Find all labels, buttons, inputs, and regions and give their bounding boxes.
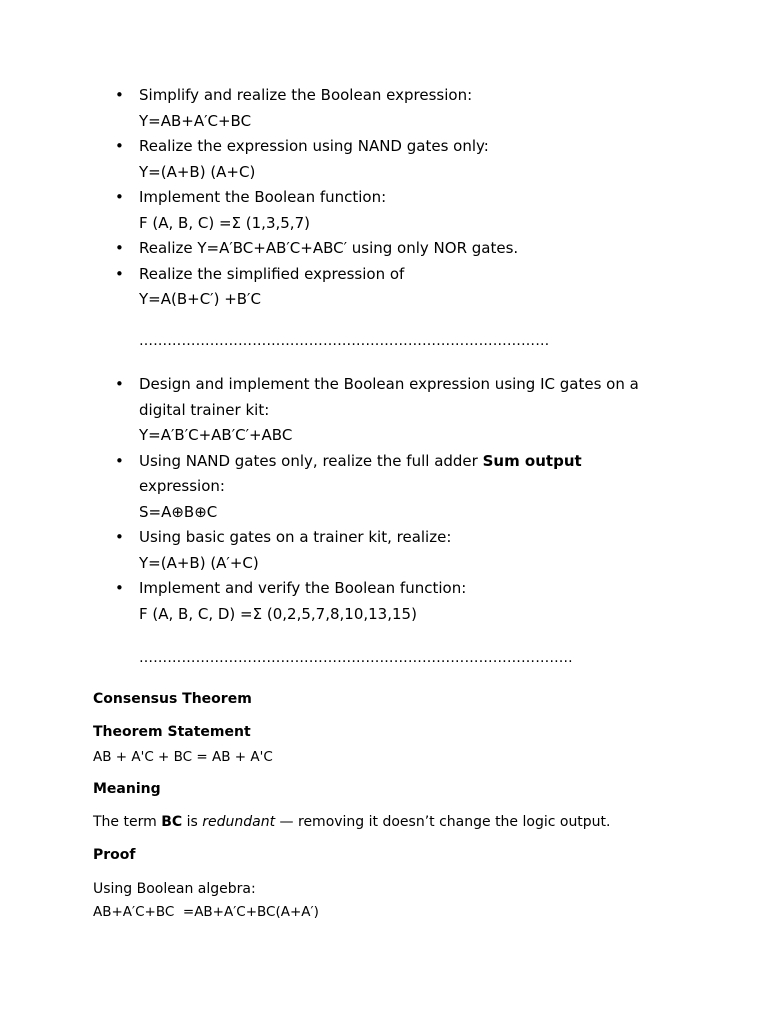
proof-line: AB+A′C+BC =AB+A′C+BC(A+A′) [93, 904, 319, 920]
meaning-heading: Meaning [93, 781, 161, 797]
question-text: Realize Y=A′BC+AB′C+ABC′ using only NOR gates. [139, 239, 519, 257]
expression-text: Y=A′B′C+AB′C′+ABC [139, 426, 293, 444]
expression-text: Y=(A+B) (A+C) [139, 162, 256, 181]
meaning-term: BC [161, 814, 183, 830]
question-text: Implement and verify the Boolean function: [139, 579, 467, 597]
proof-intro: Using Boolean algebra: [93, 881, 256, 897]
question-text-prefix: Using NAND gates only, realize the full adder [139, 451, 483, 470]
list-item [115, 83, 699, 134]
expression-text: S=A⊕B⊕C [139, 502, 218, 521]
question-text-continued: digital trainer kit: [139, 400, 270, 419]
expression-text: Y=AB+A′C+BC [139, 111, 252, 130]
dotted-separator: …………………………………………………………………………… [139, 333, 550, 349]
list-item [115, 525, 699, 576]
proof-heading: Proof [93, 847, 136, 863]
expression-text: Y=(A+B) (A′+C) [139, 553, 259, 572]
list-item [115, 262, 699, 313]
bullet: • [115, 137, 124, 155]
bullet: • [115, 528, 124, 546]
question-text: Realize the simplified expression of [139, 264, 405, 283]
list-item [115, 134, 699, 185]
question-list-1 [115, 83, 699, 313]
bullet: • [115, 579, 124, 597]
question-text [139, 449, 699, 475]
question-text: Simplify and realize the Boolean expression: [139, 86, 473, 104]
question-text: Realize the expression using NAND gates only: [139, 137, 489, 155]
list-item [115, 372, 699, 449]
section-title: Consensus Theorem [93, 691, 252, 707]
expression-text: Y=A(B+C′) +B′C [139, 290, 261, 308]
question-list-2 [115, 372, 699, 627]
question-text: Design and implement the Boolean expression using IC gates on a [139, 375, 639, 393]
bold-term: Sum output [482, 451, 582, 470]
expression-text: F (A, B, C) =Σ (1,3,5,7) [139, 213, 310, 232]
bullet: • [115, 451, 124, 470]
expression-text: F (A, B, C, D) =Σ (0,2,5,7,8,10,13,15) [139, 604, 417, 623]
list-item [115, 185, 699, 236]
bullet: • [115, 86, 124, 104]
bullet: • [115, 239, 124, 257]
bullet: • [115, 375, 124, 393]
bullet: • [115, 188, 124, 206]
meaning-is: is [182, 814, 203, 830]
list-item [115, 576, 699, 627]
list-item [115, 236, 699, 262]
question-text: Implement the Boolean function: [139, 188, 387, 206]
bullet: • [115, 264, 124, 283]
meaning-emphasis: redundant [202, 814, 276, 830]
meaning-suffix: — removing it doesn’t change the logic output. [275, 814, 611, 830]
statement-text: AB + A'C + BC = AB + A'C [93, 749, 273, 765]
question-text: Using basic gates on a trainer kit, realize: [139, 528, 452, 546]
meaning-text [93, 814, 611, 830]
dotted-separator: ……………………………………………………………………………….. [139, 650, 573, 666]
question-text-continued: expression: [139, 477, 225, 495]
meaning-prefix: The term [93, 814, 162, 830]
list-item [115, 449, 699, 526]
statement-heading: Theorem Statement [93, 724, 251, 740]
